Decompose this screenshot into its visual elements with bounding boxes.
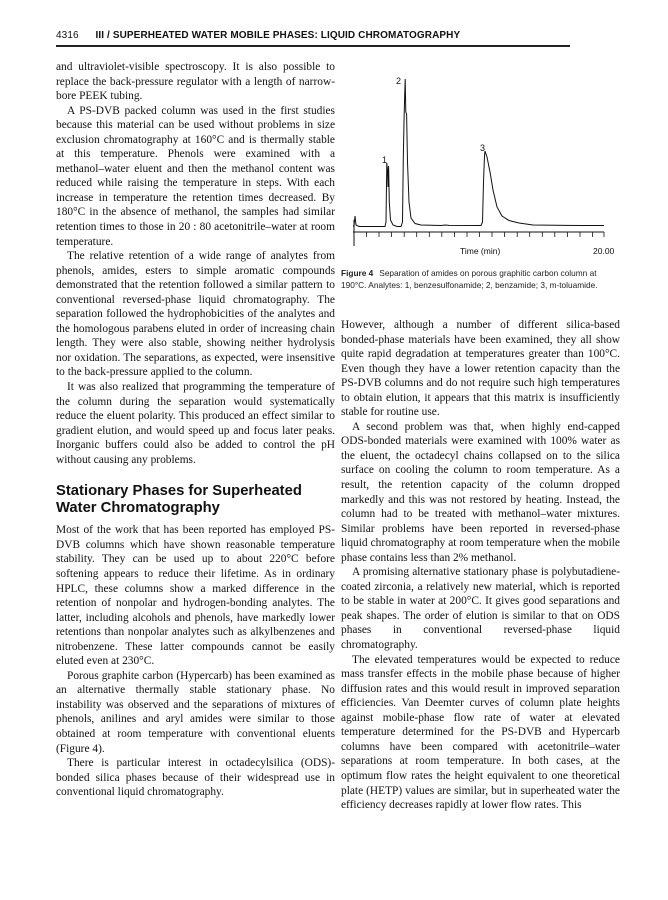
section-heading: Stationary Phases for Superheated Water Chromatography	[56, 483, 302, 517]
x-axis-ticks	[367, 232, 605, 237]
paragraph: There is particular interest in octadecylsilica (ODS)-bonded silica phases because of their widespread use in conventional liquid chromatography.	[56, 757, 335, 799]
right-column	[341, 318, 620, 813]
running-title: III / SUPERHEATED WATER MOBILE PHASES: LIQUID CHROMATOGRAPHY	[95, 30, 461, 41]
x-axis-label: Time (min)	[460, 246, 501, 256]
paragraph: Porous graphite carbon (Hypercarb) has been examined as an alternative thermally stable stationary phase. No instability was observed and the separations of mixtures of phenols, anilines and aryl amides were similar to those obtained at room temperature with conventional eluents (Figure 4).	[56, 669, 335, 755]
left-column	[56, 60, 335, 800]
paragraph: A second problem was that, when highly end-capped ODS-bonded materials were examined with 100% water as the eluent, the octadecyl chains collapsed on to the silica surface on cooling the column to room temperature. As a result, the retention capacity of the column dropped markedly and this was not restored by heating. Instead, the column had to be treated with methanol–water mixtures. Similar problems have been reported in reversed-phase liquid chromatography at room temperature when the mobile phase contains less than 2% methanol.	[341, 420, 620, 564]
chromatogram-trace	[353, 79, 604, 227]
figure-caption	[341, 267, 620, 291]
paragraph: Most of the work that has been reported has employed PS-DVB columns which have shown reasonable temperature stability. They can be used up to about 220°C before softening appears to reduce their lifetime. As in ordinary HPLC, these columns show a marked difference in the retention of nonpolar and hydrogen-bonding analytes. The latter, including alcohols and phenols, have markedly lower retentions than nonpolar analytes such as alkylbenzenes and nitrobenzene. These latter compounds cannot be easily eluted even at 230°C.	[56, 524, 335, 668]
paragraph: and ultraviolet-visible spectroscopy. It is also possible to replace the back-pressure regulator with a length of narrow-bore PEEK tubing.	[56, 61, 335, 103]
peak-label-3: 3	[480, 143, 486, 153]
x-axis-end-label: 20.00	[593, 246, 615, 256]
chromatogram-plot	[341, 62, 631, 258]
running-header	[56, 30, 570, 41]
peak-label-2: 2	[396, 76, 402, 86]
header-rule	[56, 45, 570, 47]
paragraph: It was also realized that programming the temperature of the column during the separation would systematically reduce the eluent polarity. This produced an effect similar to gradient elution, and would speed up and focus later peaks. Inorganic buffers could also be added to control the pH without causing any problems.	[56, 381, 335, 466]
peak-label-1: 1	[382, 155, 388, 165]
figure-caption-text: Separation of amides on porous graphitic carbon column at 190°C. Analytes: 1, benzesulfonamide; 2, benzamide; 3, m-toluamide.	[341, 268, 598, 290]
paragraph: The relative retention of a wide range of analytes from phenols, amides, esters to simple aromatic compounds demonstrated that the retention followed a similar pattern to conventional reversed-phase liquid chromatography. The separation followed the hydrophobicities of the analytes and the homologous parabens eluted in order of increasing chain length. They were also stable, showing neither hydrolysis nor oxidation. The separations, as expected, were insensitive to the back-pressure applied to the column.	[56, 250, 335, 379]
figure-label: Figure 4	[341, 268, 374, 278]
paragraph: The elevated temperatures would be expected to reduce mass transfer effects in the mobile phase because of higher diffusion rates and this would result in improved separation efficiencies. Van Deemter curves of column plate heights against mobile-phase flow rate of water at elevated temperature determined for the PS-DVB and Hypercarb columns have been compared with acetonitrile–water separations at room temperature. In both cases, at the optimum flow rates the height equivalent to one theoretical plate (HETP) values are similar, but in superheated water the efficiency decreases rapidly at lower flow rates. This	[341, 653, 620, 812]
figure-4-chromatogram	[341, 62, 631, 258]
paragraph: However, although a number of different silica-based bonded-phase materials have been examined, they all show quite rapid degradation at temperatures greater than 100°C. Even though they have a lower retention capacity than the PS-DVB columns and do not require such high temperatures to obtain elution, it appears that this matrix is insufficiently stable for routine use.	[341, 319, 620, 419]
paragraph: A promising alternative stationary phase is polybutadiene-coated zirconia, a relatively new material, which is reported to be stable in water at 200°C. It gives good separations and peak shapes. The order of elution is similar to that on ODS phases in conventional reversed-phase liquid chromatography.	[341, 566, 620, 652]
paragraph: A PS-DVB packed column was used in the first studies because this material can be used without problems in size exclusion chromatography at 160°C and is thermally stable at this temperature. Phenols were examined with a methanol–water eluent and then the methanol content was reduced while raising the temperature in steps. With each increase in temperature the retention times decreased. By 180°C in the absence of methanol, the samples had similar retention times to those in 20 : 80 acetonitrile–water at room temperature.	[56, 104, 335, 248]
page-number: 4316	[56, 30, 79, 41]
